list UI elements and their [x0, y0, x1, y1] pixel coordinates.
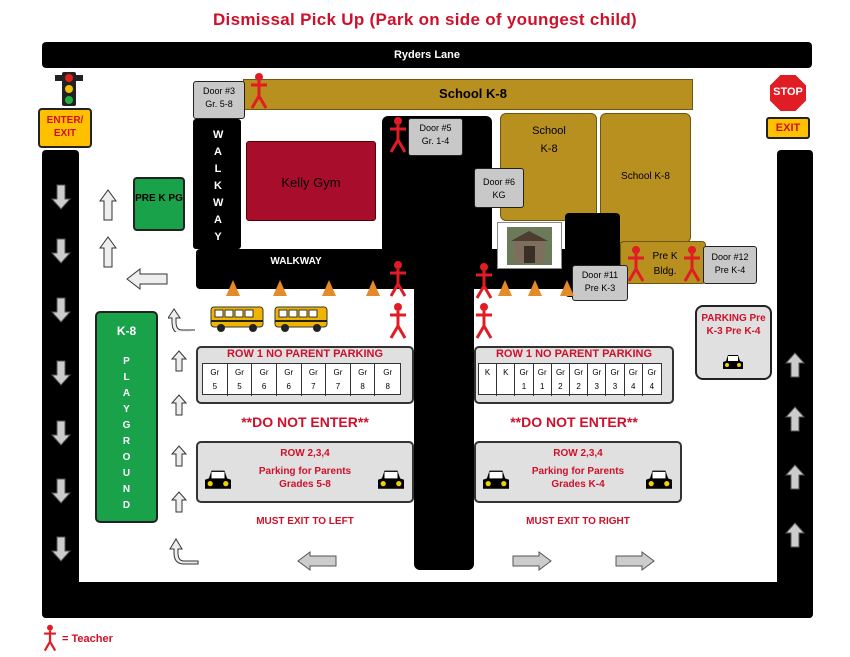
- parking-space: [326, 364, 351, 396]
- parking-space-grade: 3: [612, 382, 618, 391]
- parking-space: [228, 364, 253, 396]
- parking-space-label: Gr: [234, 368, 244, 377]
- row234-right-label: ROW 2,3,4: [553, 448, 603, 459]
- parking-space-grade: 8: [360, 382, 365, 391]
- turn-left-arrow-icon: [168, 306, 196, 332]
- row1-right-cells: [478, 363, 662, 395]
- car-icon: [722, 353, 744, 373]
- row234-left-grades: Grades 5-8: [279, 479, 331, 490]
- walkway-vertical-text: WALKWAY: [213, 129, 224, 243]
- car-icon: [203, 468, 233, 494]
- turn-left-arrow-icon: [168, 537, 200, 565]
- parking-space-grade: 5: [237, 382, 242, 391]
- kelly-gym-label: Kelly Gym: [281, 175, 341, 190]
- parking-space: [570, 364, 588, 396]
- parking-pre-k-label: PARKING Pre K-3 Pre K-4: [701, 313, 766, 337]
- legend-teacher-icon: [42, 624, 58, 652]
- legend-label: = Teacher: [62, 633, 113, 645]
- parking-space-label: Gr: [647, 368, 657, 377]
- school-k8-mid-label: School K-8: [532, 125, 566, 155]
- shed-image-icon: [507, 227, 552, 265]
- door-6-name: Door #6: [482, 177, 516, 187]
- row234-right-grades: Grades K-4: [551, 479, 605, 490]
- parking-space-label: Gr: [284, 368, 294, 377]
- parking-space-grade: 3: [594, 382, 599, 391]
- enter-exit-label: ENTER/ EXIT: [46, 115, 84, 139]
- car-icon: [481, 468, 511, 494]
- parking-space-label: Gr: [383, 368, 393, 377]
- teacher-icon: [474, 302, 494, 340]
- parking-space-label: K: [503, 368, 509, 377]
- central-drive-lower: [414, 250, 474, 570]
- parking-space-grade: 7: [335, 382, 341, 391]
- traffic-cone-icon: [226, 280, 240, 296]
- parking-space-grade: 1: [521, 382, 527, 391]
- door-12-grade: Pre K-4: [714, 265, 746, 275]
- k8-playground-top-label: K-8: [116, 324, 137, 338]
- do-not-enter-left: **DO NOT ENTER**: [241, 414, 369, 430]
- teacher-icon: [388, 116, 408, 154]
- door-6: [474, 168, 524, 208]
- row1-left-label: ROW 1 NO PARENT PARKING: [226, 348, 384, 360]
- parking-space: [252, 364, 277, 396]
- arrow-up-icon: [171, 350, 187, 372]
- arrow-up-icon: [785, 464, 805, 490]
- parking-space-label: Gr: [210, 368, 220, 377]
- door-3-grade: Gr. 5-8: [205, 99, 233, 109]
- door-11-grade: Pre K-3: [584, 283, 616, 293]
- stop-sign-label: STOP: [773, 86, 803, 98]
- arrow-down-icon: [51, 238, 71, 264]
- car-icon: [644, 468, 674, 494]
- parking-space-grade: 4: [630, 382, 636, 391]
- parking-space: [302, 364, 327, 396]
- parking-space: [277, 364, 302, 396]
- arrow-down-icon: [51, 536, 71, 562]
- arrow-down-icon: [51, 420, 71, 446]
- arrow-up-icon: [785, 522, 805, 548]
- parking-space-grade: 2: [558, 382, 563, 391]
- traffic-cone-icon: [366, 280, 380, 296]
- arrow-up-icon: [171, 445, 187, 467]
- school-bus-icon: [209, 304, 265, 334]
- row234-left-parents: Parking for Parents: [258, 466, 352, 477]
- arrow-down-icon: [51, 360, 71, 386]
- arrow-down-icon: [51, 478, 71, 504]
- parking-space: [515, 364, 533, 396]
- parking-space: [606, 364, 624, 396]
- parking-space-grade: 6: [286, 382, 291, 391]
- arrow-up-icon: [785, 406, 805, 432]
- parking-space-label: Gr: [592, 368, 602, 377]
- parking-space-label: Gr: [610, 368, 620, 377]
- row1-right-label: ROW 1 NO PARENT PARKING: [495, 348, 653, 360]
- door-11-name: Door #11: [581, 270, 619, 280]
- parking-space-label: K: [484, 368, 491, 377]
- traffic-cone-icon: [498, 280, 512, 296]
- school-k8-right-label: School K-8: [621, 171, 670, 182]
- parking-space-label: Gr: [308, 368, 318, 377]
- pre-k-pg-label: PRE K PG: [135, 193, 183, 204]
- parking-space: [643, 364, 661, 396]
- car-icon: [376, 468, 406, 494]
- door-6-grade: KG: [492, 190, 506, 200]
- parking-space: [497, 364, 515, 396]
- parking-space: [588, 364, 606, 396]
- traffic-cone-icon: [560, 280, 574, 296]
- do-not-enter-right: **DO NOT ENTER**: [510, 414, 638, 430]
- parking-space-label: Gr: [628, 368, 638, 377]
- parking-space-label: Gr: [333, 368, 343, 377]
- parking-space: [351, 364, 376, 396]
- teacher-icon: [388, 260, 408, 298]
- walkway-vertical-label: [209, 127, 227, 246]
- road-top-label: Ryders Lane: [393, 49, 461, 61]
- door-3-name: Door #3: [202, 86, 236, 96]
- row234-right-parents: Parking for Parents: [531, 466, 625, 477]
- exit-sign-label: EXIT: [775, 122, 801, 134]
- traffic-cone-icon: [528, 280, 542, 296]
- row234-left-label: ROW 2,3,4: [280, 448, 330, 459]
- parking-space: [375, 364, 400, 396]
- door-12: [703, 246, 757, 284]
- parking-space-grade: 7: [311, 382, 316, 391]
- arrow-down-icon: [51, 297, 71, 323]
- road-bottom: [42, 582, 813, 618]
- school-k8-top-label: School K-8: [439, 86, 507, 101]
- traffic-cone-icon: [322, 280, 336, 296]
- parking-space-grade: 5: [212, 382, 218, 391]
- page-title: Dismissal Pick Up (Park on side of youngest child): [212, 10, 638, 29]
- teacher-icon: [388, 302, 408, 340]
- parking-space-grade: 1: [539, 382, 545, 391]
- door-5-grade: Gr. 1-4: [421, 136, 450, 146]
- teacher-icon: [626, 245, 646, 283]
- school-bus-icon: [273, 304, 329, 334]
- k8-playground-label: [119, 354, 134, 514]
- row1-left-cells: [202, 363, 401, 395]
- parking-space: [479, 364, 497, 396]
- teacher-icon: [682, 245, 702, 283]
- parking-space-grade: 6: [261, 382, 267, 391]
- parking-space-label: Gr: [358, 368, 367, 377]
- exit-left-label: MUST EXIT TO LEFT: [256, 516, 354, 527]
- k8-playground-text: PLAYGROUND: [122, 356, 131, 511]
- arrow-up-icon: [171, 491, 187, 513]
- parking-space-grade: 4: [649, 382, 655, 391]
- door-3: [193, 81, 245, 119]
- arrow-right-icon: [615, 551, 655, 571]
- teacher-icon: [249, 72, 269, 110]
- pre-k-bldg-label: Pre K Bldg.: [652, 251, 678, 277]
- parking-space-label: Gr: [574, 368, 584, 377]
- parking-space: [203, 364, 228, 396]
- arrow-up-icon: [99, 189, 117, 221]
- door-11: [572, 265, 628, 301]
- door-5-name: Door #5: [419, 123, 452, 133]
- parking-space-label: Gr: [519, 368, 529, 377]
- parking-space-label: Gr: [537, 368, 547, 377]
- exit-right-label: MUST EXIT TO RIGHT: [526, 516, 630, 527]
- door-12-name: Door #12: [711, 252, 749, 262]
- parking-space-label: Gr: [259, 368, 269, 377]
- arrow-up-icon: [99, 236, 117, 268]
- parking-space-grade: 2: [576, 382, 581, 391]
- arrow-right-icon: [512, 551, 552, 571]
- door-5: [408, 118, 463, 156]
- traffic-light-icon: [55, 72, 83, 106]
- traffic-cone-icon: [273, 280, 287, 296]
- teacher-icon: [474, 262, 494, 300]
- walkway-horizontal-label: WALKWAY: [270, 256, 322, 267]
- parking-space: [534, 364, 552, 396]
- arrow-down-icon: [51, 184, 71, 210]
- arrow-left-icon: [126, 268, 168, 290]
- arrow-up-icon: [785, 352, 805, 378]
- parking-space-grade: 8: [385, 382, 390, 391]
- arrow-up-icon: [171, 394, 187, 416]
- parking-space: [552, 364, 570, 396]
- arrow-left-icon: [297, 551, 337, 571]
- parking-space: [625, 364, 643, 396]
- parking-space-label: Gr: [555, 368, 565, 377]
